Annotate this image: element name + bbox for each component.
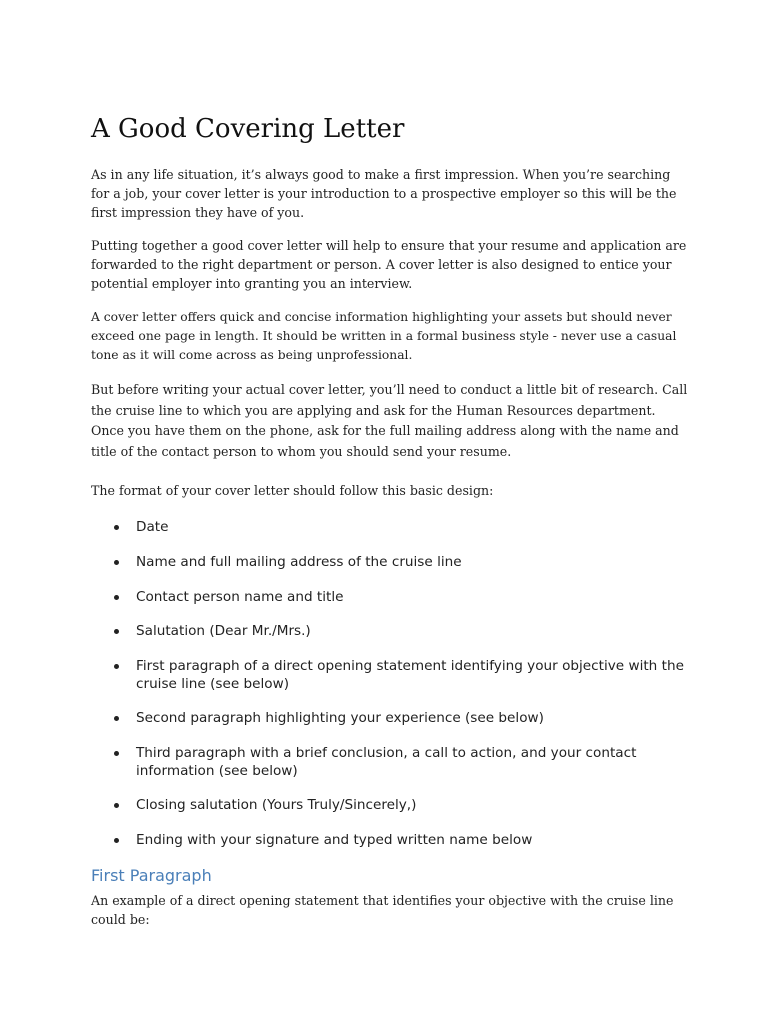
list-item-text: Second paragraph highlighting your experience (see below) — [136, 710, 544, 726]
list-item — [136, 588, 696, 606]
format-intro-paragraph: The format of your cover letter should follow this basic design: — [91, 483, 494, 498]
list-item — [136, 796, 696, 814]
list-item-text: Name and full mailing address of the cruise line — [136, 554, 462, 570]
list-item-text: Date — [136, 519, 169, 535]
list-item — [136, 657, 696, 693]
intro-paragraph: As in any life situation, it’s always good to make a first impression. When you’re searching for a job, your cover letter is your introduction to a prospective employer so this will be the first impression they have of you. — [91, 167, 677, 220]
document-title: A Good Covering Letter — [91, 114, 405, 144]
list-item-text: Third paragraph with a brief conclusion, a call to action, and your contact information (see below) — [136, 745, 637, 779]
list-item-text: Closing salutation (Yours Truly/Sincerely,) — [136, 797, 417, 813]
list-item-text: First paragraph of a direct opening statement identifying your objective with the cruise line (see below) — [136, 658, 684, 692]
section-heading: First Paragraph — [91, 866, 212, 885]
bullet-icon — [114, 595, 119, 600]
list-item-text: Ending with your signature and typed written name below — [136, 832, 533, 848]
bullet-icon — [114, 560, 119, 565]
list-item — [136, 744, 696, 780]
list-item-text: Contact person name and title — [136, 589, 344, 605]
bullet-icon — [114, 838, 119, 843]
bullet-icon — [114, 803, 119, 808]
bullet-icon — [114, 525, 119, 530]
bullet-icon — [114, 716, 119, 721]
list-item — [136, 518, 696, 536]
list-item-text: Salutation (Dear Mr./Mrs.) — [136, 623, 311, 639]
bullet-icon — [114, 629, 119, 634]
section-paragraph: An example of a direct opening statement that identifies your objective with the cruise line could be: — [91, 893, 674, 927]
bullet-icon — [114, 664, 119, 669]
length-paragraph: A cover letter offers quick and concise information highlighting your assets but should never exceed one page in length. It should be written in a formal business style - never use a casual tone as it will come across as being unprofessional. — [91, 310, 677, 362]
purpose-paragraph: Putting together a good cover letter will help to ensure that your resume and application are forwarded to the right department or person. A cover letter is also designed to entice your potential employer into granting you an interview. — [91, 238, 687, 291]
list-item — [136, 553, 696, 571]
list-item — [136, 709, 696, 727]
list-item — [136, 831, 696, 849]
list-item — [136, 622, 696, 640]
research-paragraph: But before writing your actual cover letter, you’ll need to conduct a little bit of research. Call the cruise line to which you are applying and ask for the Human Resources department. Once you have them on the phone, ask for the full mailing address along with the name and title of the contact person to whom you should send your resume. — [91, 382, 688, 459]
bullet-icon — [114, 751, 119, 756]
